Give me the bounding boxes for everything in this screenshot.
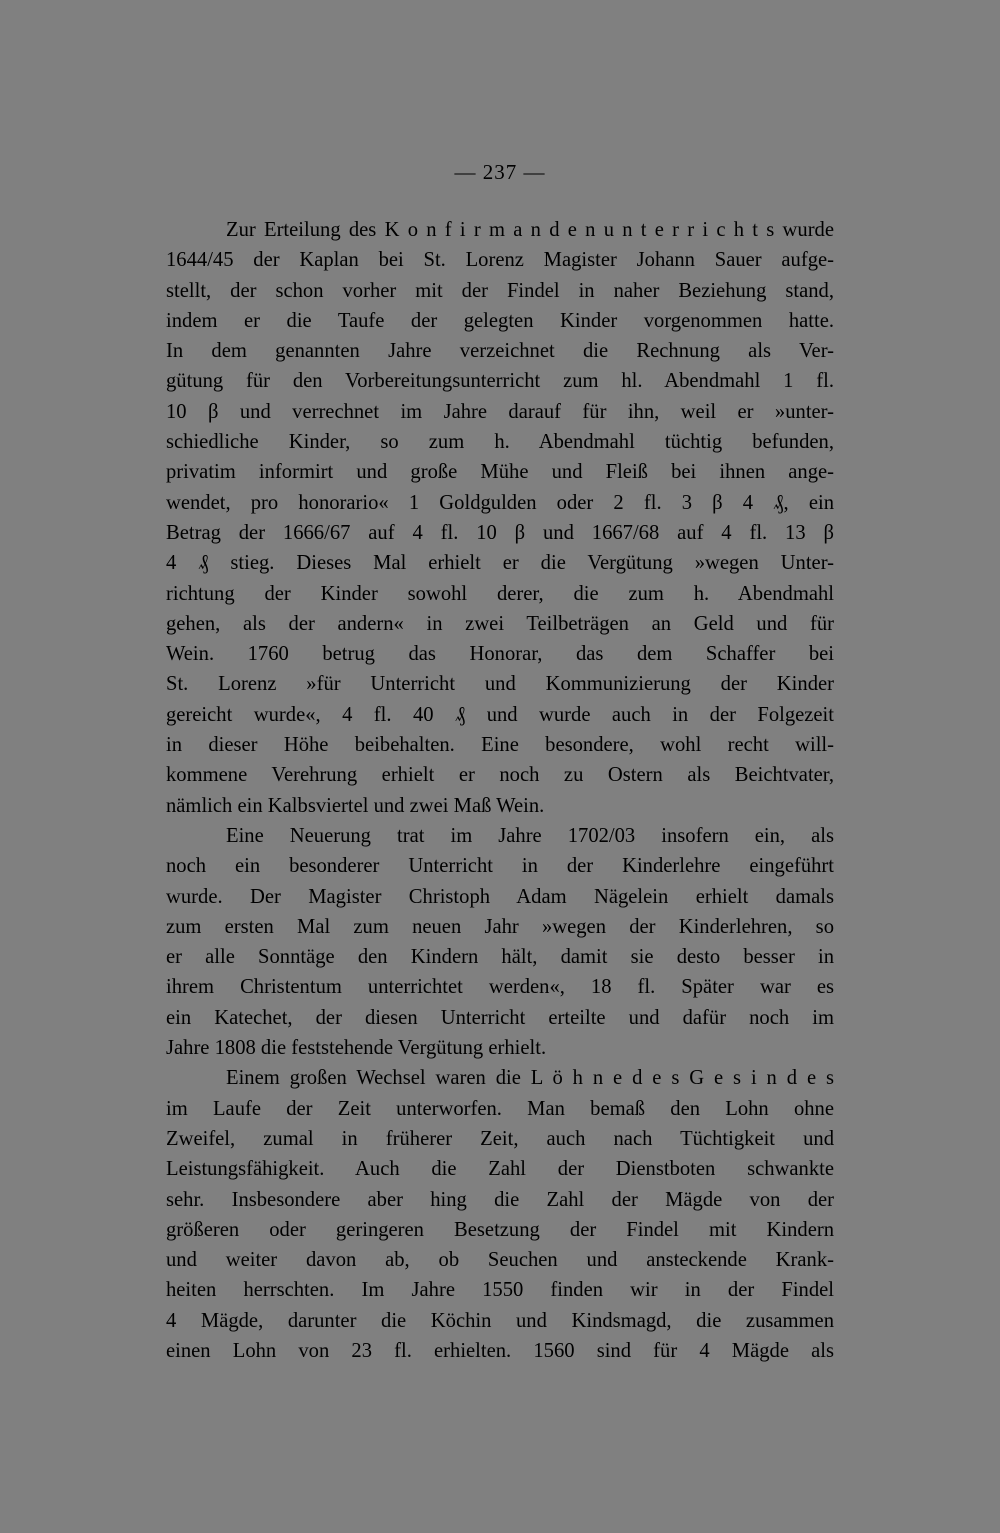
text-line: größeren oder geringeren Besetzung der Findel mit Kindern bbox=[166, 1218, 834, 1241]
text-line: 4 ₰ stieg. Dieses Mal erhielt er die Vergütung »wegen Unter- bbox=[166, 552, 834, 575]
text-line: richtung der Kinder sowohl derer, die zum h. Abendmahl bbox=[166, 582, 834, 605]
text-line: und weiter davon ab, ob Seuchen und ansteckende Krank- bbox=[166, 1249, 834, 1272]
text-line: zum ersten Mal zum neuen Jahr »wegen der Kinderlehren, so bbox=[166, 915, 834, 938]
text-line: er alle Sonntäge den Kindern hält, damit sie desto besser in bbox=[166, 946, 834, 969]
text-line: Betrag der 1666/67 auf 4 fl. 10 β und 1667/68 auf 4 fl. 13 β bbox=[166, 521, 834, 544]
text-line: ein Katechet, der diesen Unterricht erteilte und dafür noch im bbox=[166, 1006, 834, 1029]
text-line: wurde. Der Magister Christoph Adam Nägelein erhielt damals bbox=[166, 885, 834, 908]
text-line: gehen, als der andern« in zwei Teilbeträgen an Geld und für bbox=[166, 612, 834, 635]
text-line: heiten herrschten. Im Jahre 1550 finden wir in der Findel bbox=[166, 1279, 834, 1302]
text-line: einen Lohn von 23 fl. erhielten. 1560 sind für 4 Mägde als bbox=[166, 1339, 834, 1362]
text-line: 1644/45 der Kaplan bei St. Lorenz Magister Johann Sauer aufge- bbox=[166, 249, 834, 272]
text-line: St. Lorenz »für Unterricht und Kommunizierung der Kinder bbox=[166, 673, 834, 696]
text-line: sehr. Insbesondere aber hing die Zahl der Mägde von der bbox=[166, 1188, 834, 1211]
body-text bbox=[166, 215, 834, 1366]
text-line: stellt, der schon vorher mit der Findel in naher Beziehung stand, bbox=[166, 279, 834, 302]
text-line: Zur Erteilung des K o n f i r m a n d e n u n t e r r i c h t s wurde bbox=[226, 219, 834, 241]
text-line: Zweifel, zumal in früherer Zeit, auch nach Tüchtigkeit und bbox=[166, 1127, 834, 1150]
page-number: — 237 — bbox=[454, 160, 546, 184]
text-line: In dem genannten Jahre verzeichnet die Rechnung als Ver- bbox=[166, 340, 834, 363]
text-line: kommene Verehrung erhielt er noch zu Ostern als Beichtvater, bbox=[166, 764, 834, 787]
text-line: 4 Mägde, darunter die Köchin und Kindsmagd, die zusammen bbox=[166, 1309, 834, 1332]
text-line: indem er die Taufe der gelegten Kinder vorgenommen hatte. bbox=[166, 309, 834, 332]
text-line: nämlich ein Kalbsviertel und zwei Maß Wein. bbox=[166, 794, 545, 817]
text-line: noch ein besonderer Unterricht in der Kinderlehre eingeführt bbox=[166, 855, 834, 878]
text-line: Wein. 1760 betrug das Honorar, das dem Schaffer bei bbox=[166, 643, 834, 666]
text-line: schiedliche Kinder, so zum h. Abendmahl tüchtig befunden, bbox=[166, 431, 834, 454]
text-line: gütung für den Vorbereitungsunterricht zum hl. Abendmahl 1 fl. bbox=[166, 370, 834, 393]
text-line: privatim informirt und große Mühe und Fleiß bei ihnen ange- bbox=[166, 461, 834, 484]
text-line: in dieser Höhe beibehalten. Eine besondere, wohl recht will- bbox=[166, 734, 834, 757]
text-line: 10 β und verrechnet im Jahre darauf für ihn, weil er »unter- bbox=[166, 400, 834, 423]
text-line: gereicht wurde«, 4 fl. 40 ₰ und wurde auch in der Folgezeit bbox=[166, 703, 834, 726]
text-line: Leistungsfähigkeit. Auch die Zahl der Dienstboten schwankte bbox=[166, 1158, 834, 1181]
text-line: Jahre 1808 die feststehende Vergütung erhielt. bbox=[166, 1037, 547, 1060]
text-line: ihrem Christentum unterrichtet werden«, 18 fl. Später war es bbox=[166, 976, 834, 999]
text-line: im Laufe der Zeit unterworfen. Man bemaß den Lohn ohne bbox=[166, 1097, 834, 1120]
text-line: wendet, pro honorario« 1 Goldgulden oder 2 fl. 3 β 4 ₰, ein bbox=[166, 491, 834, 514]
text-line: Einem großen Wechsel waren die L ö h n e d e s G e s i n d e s bbox=[226, 1067, 834, 1090]
text-line: Eine Neuerung trat im Jahre 1702/03 insofern ein, als bbox=[226, 824, 834, 847]
